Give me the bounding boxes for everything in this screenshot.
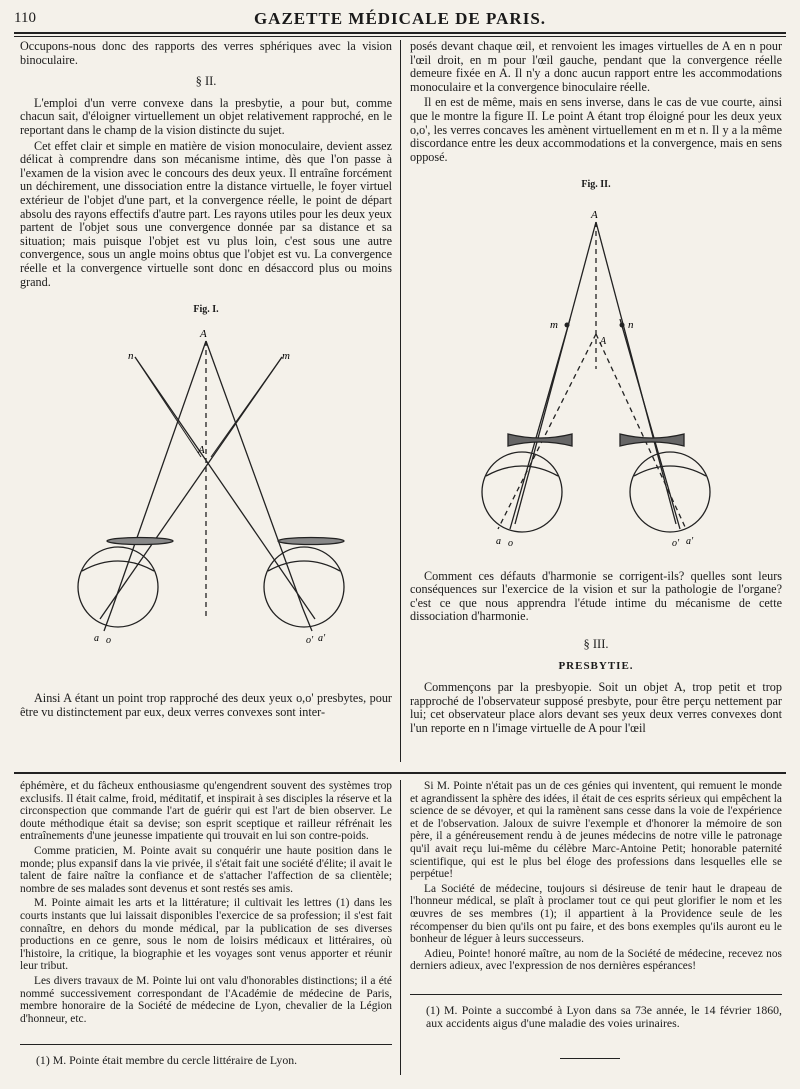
top-right-column xyxy=(410,40,782,762)
figure-2-diagram xyxy=(410,194,782,566)
fig2-point-m xyxy=(565,322,570,327)
fig2-point-n xyxy=(620,322,625,327)
fig1-label-m: m xyxy=(282,349,290,362)
intro-paragraph: Occupons-nous donc des rapports des verres sphériques avec la vision binoculaire. xyxy=(20,39,392,67)
footnote-rule-left xyxy=(20,1044,392,1045)
top-left-column xyxy=(20,40,392,762)
section-heading-2: § II. xyxy=(195,74,217,89)
paragraph: Il en est de même, mais en sens inverse, dans le cas de vue courte, ainsi que le montre la figure II. Le point A étant trop éloigné pour les deux yeux o,o', les verres concaves les amènent virtuellement en m et n. Il y a la même discordance entre les deux accommodations et la convergence, mais en sens opposé. xyxy=(410,95,782,164)
paragraph: éphémère, et du fâcheux enthousiasme qu'engendrent souvent des systèmes trop exclusifs. Il était calme, froid, méditatif, et inspirait à ses disciples la réserve et la circonspection que commande l'art de guérir qui est l'art de bien observer. Le doute méthodique était sa devise; son esprit sceptique et railleur réfrénait les entraînements d'une jeunesse impatiente qui trouvait en lui son contre-poids. xyxy=(20,780,392,843)
paragraph: Comme praticien, M. Pointe avait su conquérir une haute position dans le monde; plus expansif dans la vie privée, il s'était fait une société d'élite; il avait le talent de faire naître la confiance et de s'attacher l'affection de sa clientèle; nombre de ses malades sont devenus et sont restés ses amis. xyxy=(20,844,392,895)
column-divider-bottom xyxy=(400,780,401,1075)
fig1-label-o: o xyxy=(106,634,111,646)
page-header xyxy=(14,8,786,30)
bottom-right-column xyxy=(410,780,782,980)
fig1-label-a2: a' xyxy=(318,632,326,644)
paragraph: La Société de médecine, toujours si désireuse de tenir haut le drapeau de l'honneur médical, se plaît à proclamer tout ce qui peut glorifier le nom et les œuvres de ses membres (1); il appartient à la Providence seule de les récompenser du bien qu'ils ont pu faire, et des bons exemples qu'ils auront eu le bonheur de léguer à leurs successeurs. xyxy=(410,882,782,946)
fig2-label-a-mid: A xyxy=(600,335,607,347)
paragraph: Comment ces défauts d'harmonie se corrigent-ils? quelles sont leurs conséquences sur l'exercice de la vision et sur la pathologie de l'organe? c'est ce que nous apprendra l'étude intime du mécanisme de cette dissociation d'harmonie. xyxy=(410,568,782,624)
journal-title: GAZETTE MÉDICALE DE PARIS. xyxy=(253,9,547,28)
section-title-presbytie: PRESBYTIE. xyxy=(558,659,634,672)
fig1-label-a-top: A xyxy=(200,327,207,340)
end-rule xyxy=(560,1058,620,1059)
header-rule-thin xyxy=(14,36,786,37)
paragraph: Ainsi A étant un point trop rapproché des deux yeux o,o' presbytes, pour être vu distinctement par eux, deux verres convexes sont inter- xyxy=(20,691,392,719)
header-rule xyxy=(14,32,786,34)
fig2-label-o: o xyxy=(508,537,513,549)
fig1-label-n: n xyxy=(128,349,134,362)
fig2-label-a: a xyxy=(496,535,501,547)
fig2-label-n: n xyxy=(628,318,634,331)
page-number: 110 xyxy=(14,10,36,26)
figure-1-caption: Fig. I. xyxy=(193,304,219,316)
column-divider-top xyxy=(400,40,401,762)
paragraph: L'emploi d'un verre convexe dans la presbytie, a pour but, comme chacun sait, d'éloigner virtuellement un objet relativement rapproché, en le reportant dans le champ de la vision distincte du sujet. xyxy=(20,95,392,137)
paragraph: Cet effet clair et simple en matière de vision monoculaire, devient assez délicat à comprendre dans son mécanisme intime, dès que l'on passe à l'examen de la vision avec le concours des deux yeux. Il entraîne forcément un déchirement, une dissociation entre la distance virtuelle, le foyer virtuel extérieur de l'objet d'une part, et la convergence réelle, le point de départ absolu des rayons effectifs d'autre part. Les rayons utiles pour les deux yeux partent de l'objet sous une convergence donnée par sa distance et sa situation; mais puisque l'objet est vu plus loin, c'est sous une autre convergence, sous un angle moins obtus que l'objet est vu. La convergence réelle et la convergence virtuelle sont donc en désaccord plus ou moins grand. xyxy=(20,138,392,289)
section-heading-3: § III. xyxy=(583,636,609,651)
fig2-label-a2: a' xyxy=(686,535,694,547)
paragraph: Les divers travaux de M. Pointe lui ont valu d'honorables distinctions; il a été nommé successivement correspondant de l'Académie de médecine de Paris, membre honoraire de la Société de médecine de Lyon, chevalier de la Légion d'honneur, etc. xyxy=(20,974,392,1025)
bottom-left-column xyxy=(20,780,392,1025)
figure-2-caption: Fig. II. xyxy=(581,179,611,191)
figure-1-diagram xyxy=(20,319,392,689)
footnote-rule-right xyxy=(410,994,782,995)
footnote-left: (1) M. Pointe était membre du cercle littéraire de Lyon. xyxy=(36,1053,298,1067)
paragraph: M. Pointe aimait les arts et la littérature; il cultivait les lettres (1) dans les courts instants que lui laissait disponibles l'exercice de sa profession; il s'est fait connaître, en dehors du monde médical, par la publication de ses diverses productions en ce genre, sous le nom de loisirs médicaux et littéraires, où l'histoire, la critique, la biographie et les voyages sont venus apporter et réunir leur tribut. xyxy=(20,897,392,973)
fig1-label-a-mid: A xyxy=(198,443,205,456)
fig1-label-o2: o' xyxy=(306,634,314,646)
footnote-right: (1) M. Pointe a succombé à Lyon dans sa 73e année, le 14 février 1860, aux accidents aigus d'une maladie des voies urinaires. xyxy=(426,1003,782,1030)
paragraph: Commençons par la presbyopie. Soit un objet A, trop petit et trop rapproché de l'observateur supposé presbyte, pour être perçu nettement par lui; cet observateur place alors devant ses yeux deux verres convexes dont l'un reporte en n l'image virtuelle de A pour l'œil xyxy=(410,680,782,735)
fig2-label-a-top: A xyxy=(591,208,598,221)
paragraph: posés devant chaque œil, et renvoient les images virtuelles de A en n pour l'œil droit, en m pour l'œil gauche, pendant que la convergence réelle demeure fixée en A. Il n'y a donc aucun rapport entre les accommodations monoculaire et la convergence binoculaire réelle. xyxy=(410,39,782,94)
fig1-label-a: a xyxy=(94,632,99,644)
fig2-label-o2: o' xyxy=(672,537,680,549)
fig2-label-m: m xyxy=(550,318,558,331)
section-rule xyxy=(14,772,786,774)
paragraph: Adieu, Pointe! honoré maître, au nom de la Société de médecine, recevez nos derniers adieux, avec l'expression de nos dernières espérances! xyxy=(410,947,782,973)
paragraph: Si M. Pointe n'était pas un de ces génies qui inventent, qui remuent le monde et agrandissent la sphère des idées, il était de ces esprits sérieux qui empêchent la science de se dévoyer, et qui la ramènent sans cesse dans la voie de l'expérience et de l'observation. Jaloux de suivre l'exemple et d'honorer la mémoire de son père, il a généreusement rendu à de jeunes médecins de notre ville le patronage qu'il avait reçu lui-même du célèbre Marc-Antoine Petit; honorable paternité scientifique, qui est le plus bel éloge des professions dans lesquelles elle se perpétue! xyxy=(410,780,782,881)
